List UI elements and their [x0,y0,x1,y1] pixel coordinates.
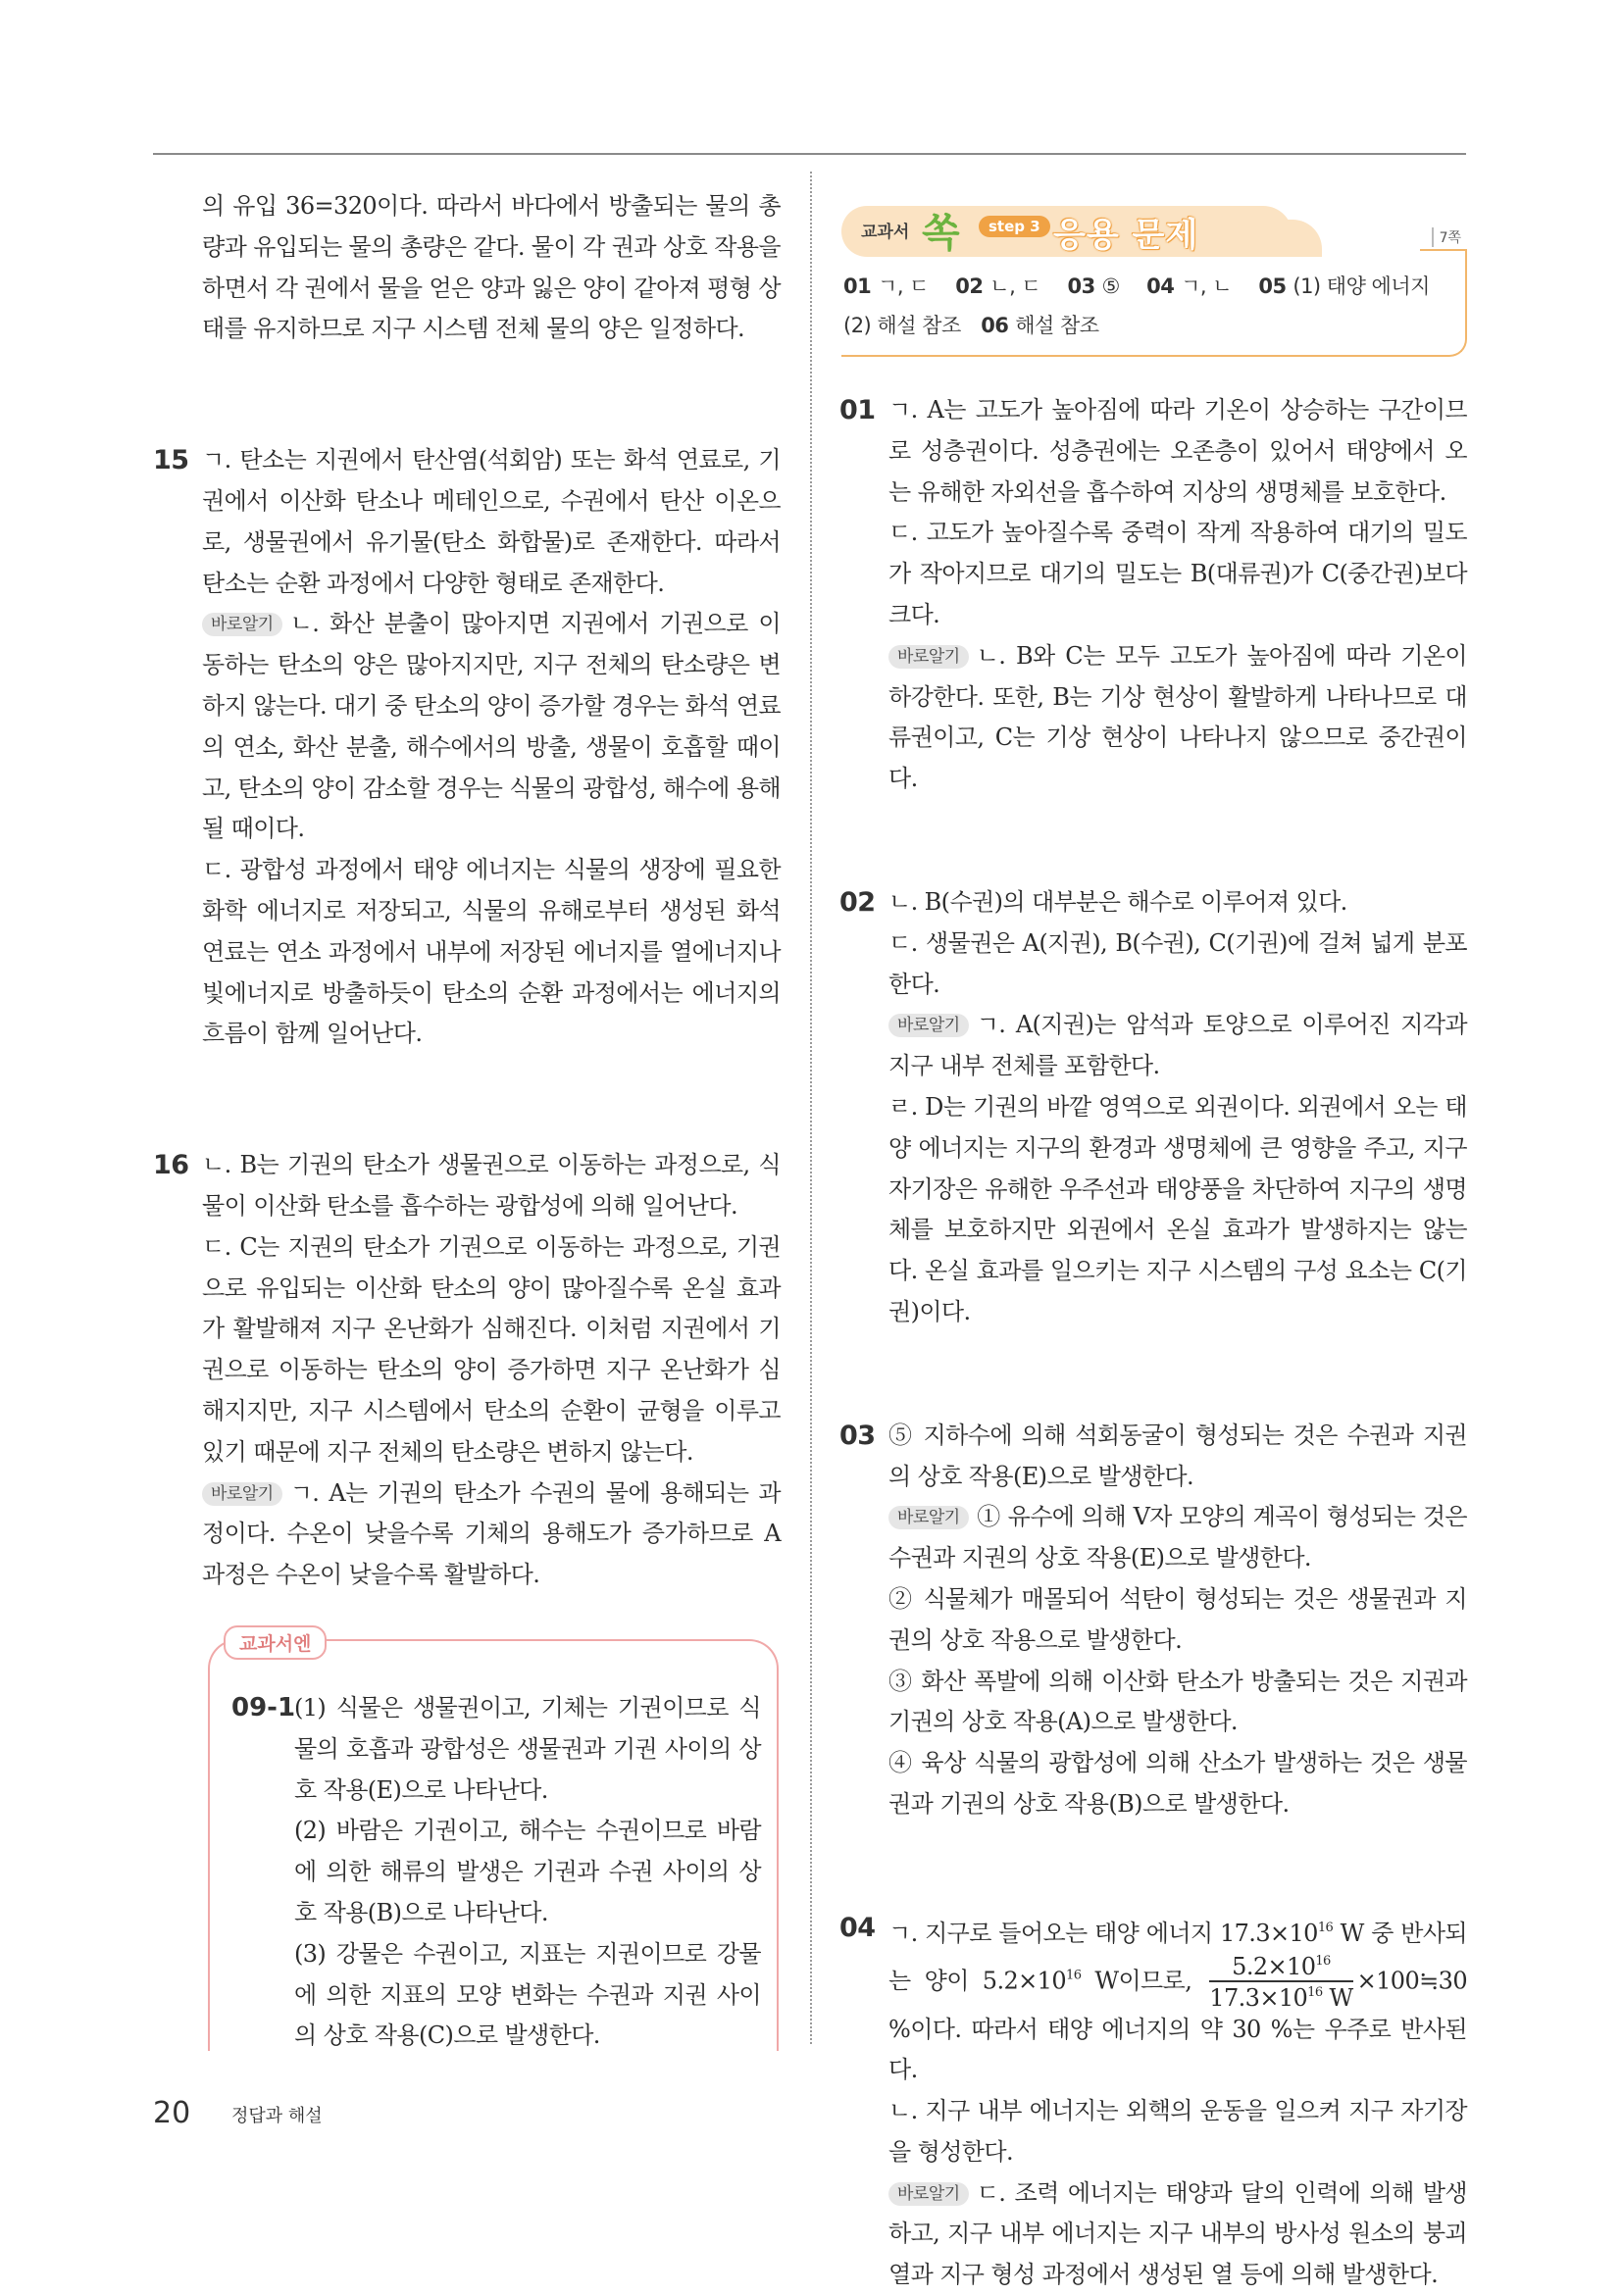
a02-para-1: ㄴ. B(수권)의 대부분은 해수로 이루어져 있다. [888,887,1347,916]
a04-text: W이므로, [1081,1967,1206,1994]
a03-para-3: ② 식물체가 매몰되어 석탄이 형성되는 것은 생물권과 지권의 상호 작용으로 발생한다. [888,1584,1467,1654]
numerator-text: 5.2×10 [1232,1952,1316,1980]
a01-para-1: ㄱ. A는 고도가 높아짐에 따라 기온이 상승하는 구간이므로 성층권이다. 성층권에는 오존층이 있어서 태양에서 오는 유해한 자외선을 흡수하여 지상의 생명체를 보호한다. [888,396,1467,506]
textbook-para-2: (2) 바람은 기권이고, 해수는 수권이므로 바람에 의한 해류의 발생은 기권과 수권 사이의 상호 작용(B)으로 나타난다. [294,1817,761,1926]
a03-para-5: ④ 육상 식물의 광합성에 의해 산소가 발생하는 것은 생물권과 기권의 상호 작용(B)으로 발생한다. [888,1749,1467,1818]
answer-num: 01 [843,275,872,298]
correction-badge: 바로알기 [888,1506,969,1529]
textbook-para-1: (1) 식물은 생물권이고, 기체는 기권이므로 식물의 호흡과 광합성은 생물권과 기권 사이의 상호 작용(E)으로 나타난다. [294,1694,761,1804]
answer-value: ⑤ [1101,275,1120,298]
correction-badge: 바로알기 [888,2182,969,2206]
correction-badge: 바로알기 [202,613,282,636]
answer-04 [839,1908,1467,2296]
q16-para-1: ㄴ. B는 기권의 탄소가 생물권으로 이동하는 과정으로, 식물이 이산화 탄소를 흡수하는 광합성에 의해 일어난다. [202,1151,781,1220]
fraction-denominator [1209,1982,1352,2010]
step3-answer-box [841,206,1467,357]
answer-value: ㄴ, ㄷ [989,275,1041,298]
question-15 [153,440,781,1055]
answer-key [843,267,1461,345]
top-rule [153,153,1466,155]
fraction [1209,1952,1353,2012]
q15-para-1: ㄱ. 탄소는 지권에서 탄산염(석회암) 또는 화석 연료로, 기권에서 이산화 탄소나 메테인으로, 수권에서 탄산 이온으로, 생물권에서 유기물(탄소 화합물)로 존재한다. 따라서 탄소는 순환 과정에서 다양한 형태로 존재한다. [202,446,781,597]
denominator-text: 17.3×10 [1209,1983,1308,2012]
a04-para-1 [888,1908,1467,2091]
a03-para-2 [888,1497,1467,1579]
q15-para-2-text: ㄴ. 화산 분출이 많아지면 지권에서 기권으로 이동하는 탄소의 양은 많아지지만, 지구 전체의 탄소량은 변하지 않는다. 대기 중 탄소의 양이 증가할 경우는 화석 연료의 연소, 화산 분출, 해수에서의 방출, 생물이 호흡할 때이고, 탄소의 양이 감소할 경우는 식물의 광합성, 해수에 용해될 때이다. [202,610,781,843]
answer-value: ㄱ, ㄷ [878,275,929,298]
q16-para-3-text: ㄱ. A는 기권의 탄소가 수권의 물에 용해되는 과정이다. 수온이 낮을수록 기체의 용해도가 증가하므로 A 과정은 수온이 낮을수록 활발하다. [202,1478,781,1589]
a04-text: ㄱ. 지구로 들어오는 태양 에너지 17.3×10 [888,1919,1318,1947]
answer-01 [839,390,1467,800]
question-number: 15 [153,445,189,476]
answer-value: ㄱ, ㄴ [1181,275,1233,298]
a02-para-3-text: ㄱ. A(지권)는 암석과 토양으로 이루어진 지각과 지구 내부 전체를 포함한다. [888,1011,1467,1080]
exponent: 16 [1307,1984,1323,2000]
a02-para-2: ㄷ. 생물권은 A(지권), B(수권), C(기권)에 걸쳐 넓게 분포한다. [888,928,1467,998]
q16-para-2: ㄷ. C는 지권의 탄소가 기권으로 이동하는 과정으로, 기권으로 유입되는 이산화 탄소의 양이 많아질수록 온실 효과가 활발해져 지구 온난화가 심해진다. 이처럼 지권에서 기권으로 이동하는 탄소의 양이 증가하면 지구 온난화가 심해지지만, 지구 시스템에서 탄소의 순환이 균형을 이루고 있기 때문에 지구 전체의 탄소량은 변하지 않는다. [202,1232,781,1466]
a02-para-3 [888,1005,1467,1087]
answer-num: 06 [981,314,1009,337]
a03-para-1: ⑤ 지하수에 의해 석회동굴이 형성되는 것은 수권과 지권의 상호 작용(E)으로 발생한다. [888,1421,1467,1490]
footer-label: 정답과 해설 [231,2106,323,2126]
a04-para-3 [888,2173,1467,2296]
answer-value: (1) 태양 에너지 (2) 해설 참조 [843,275,1430,337]
q15-para-2 [202,604,781,850]
answer-num: 04 [1146,275,1175,298]
a04-text: ×100≒30 %이다. 따라서 태양 에너지의 약 30 %는 우주로 반사된다. [888,1967,1467,2084]
exponent: 16 [1066,1968,1082,1982]
q16-para-3 [202,1473,781,1596]
correction-badge: 바로알기 [202,1482,282,1506]
correction-badge: 바로알기 [888,1014,969,1037]
a01-para-3-text: ㄴ. B와 C는 모두 고도가 높아짐에 따라 기온이 하강한다. 또한, B는 기상 현상이 활발하게 나타나므로 대류권이고, C는 기상 현상이 나타나지 않으므로 중간권이다. [888,641,1467,793]
answer-num: 05 [1258,275,1287,298]
question-16 [153,1145,781,1596]
textbook-para-3: (3) 강물은 수권이고, 지표는 지권이므로 강물에 의한 지표의 모양 변화는 수권과 지권 사이의 상호 작용(C)으로 발생한다. [294,1939,761,2050]
fraction-numerator [1209,1952,1352,1982]
q15-para-3: ㄷ. 광합성 과정에서 태양 에너지는 식물의 생장에 필요한 화학 에너지로 저장되고, 식물의 유해로부터 생성된 화석 연료는 연소 과정에서 내부에 저장된 에너지를 열에너지나 빛에너지로 방출하듯이 탄소의 순환 과정에서는 에너지의 흐름이 함께 일어난다. [202,856,781,1048]
answer-02 [839,882,1467,1333]
column-divider [810,172,812,2044]
a02-para-4: ㄹ. D는 기권의 바깥 영역으로 외권이다. 외권에서 오는 태양 에너지는 지구의 환경과 생명체에 큰 영향을 주고, 지구 자기장은 유해한 우주선과 태양풍을 차단하여 지구의 생명체를 보호하지만 외권에서 온실 효과가 발생하지는 않는다. 온실 효과를 일으키는 지구 시스템의 구성 요소는 C(기권)이다. [888,1092,1467,1325]
step-title: 응용 문제 [1053,216,1199,255]
textbook-item-number: 09-1 [231,1693,296,1722]
a01-para-2: ㄷ. 고도가 높아질수록 중력이 작게 작용하여 대기의 밀도가 작아지므로 대기의 밀도는 B(대류권)가 C(중간권)보다 크다. [888,519,1467,628]
answer-value: 해설 참조 [1015,314,1099,337]
page-reference: 7쪽 [1432,227,1461,247]
answer-number: 01 [839,395,876,425]
left-column [153,186,781,1596]
textbook-box-content [231,1688,761,2057]
correction-badge: 바로알기 [888,645,969,669]
intro-text: 의 유입 36=320이다. 따라서 바다에서 방출되는 물의 총량과 유입되는 물의 총량은 같다. 물이 각 권과 상호 작용을 하면서 각 권에서 물을 얻은 양과 잃은 양이 같아져 평형 상태를 유지하므로 지구 시스템 전체 물의 양은 일정하다. [202,192,781,343]
denominator-unit: W [1322,1983,1353,2012]
question-number: 16 [153,1150,189,1181]
ssuk-logo: 쏙 [922,211,960,256]
a01-para-3 [888,636,1467,800]
answer-03 [839,1416,1467,1825]
intro-paragraph [153,186,781,350]
page-number: 20 [153,2096,191,2130]
answer-number: 04 [839,1912,876,1943]
right-column [839,390,1467,2296]
textbook-box-tag: 교과서엔 [224,1625,327,1660]
a04-text: W 중 반사되는 양이 5.2×10 [888,1919,1467,1994]
a04-para-3-text: ㄷ. 조력 에너지는 태양과 달의 인력에 의해 발생하고, 지구 내부 에너지는 지구 내부의 방사성 원소의 붕괴열과 지구 형성 과정에서 생성된 열 등에 의해 발생한다. [888,2178,1467,2289]
answer-num: 03 [1067,275,1095,298]
step-label: step 3 [979,216,1050,237]
a04-para-2: ㄴ. 지구 내부 에너지는 외핵의 운동을 일으켜 지구 자기장을 형성한다. [888,2097,1467,2166]
answer-number: 02 [839,886,876,918]
textbook-label: 교과서 [861,223,910,242]
answer-num: 02 [955,275,984,298]
exponent: 16 [1317,1920,1334,1935]
a03-para-2-text: ① 유수에 의해 V자 모양의 계곡이 형성되는 것은 수권과 지권의 상호 작용(E)으로 발생한다. [888,1503,1467,1572]
answer-number: 03 [839,1420,876,1451]
a03-para-4: ③ 화산 폭발에 의해 이산화 탄소가 방출되는 것은 지권과 기권의 상호 작용(A)으로 발생한다. [888,1667,1467,1736]
exponent: 16 [1315,1953,1331,1969]
